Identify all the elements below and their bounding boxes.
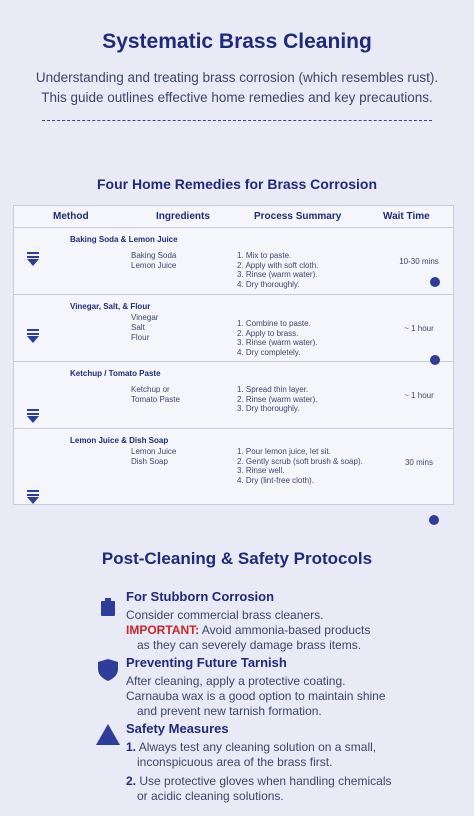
row-ingredients: [131, 251, 176, 271]
row-ingredients: [131, 447, 176, 467]
step: 3. Rinse well.: [237, 466, 285, 475]
step: 3. Rinse (warm water).: [237, 270, 318, 279]
stubborn-heading: For Stubborn Corrosion: [126, 589, 275, 604]
subtitle-line-1: Understanding and treating brass corrosion (which resembles rust).: [35, 70, 439, 85]
stubborn-text: [126, 608, 370, 653]
step: 3. Dry thoroughly.: [237, 404, 300, 413]
item-number: 1.: [126, 740, 137, 754]
row-ingredients: [131, 313, 158, 343]
warning-triangle-icon: [96, 724, 120, 745]
stubborn-line-3: as they can severely damage brass items.: [137, 638, 362, 652]
step: 2. Gently scrub (soft brush & soap).: [237, 456, 363, 466]
ingredient: Dish Soap: [131, 457, 168, 466]
remedies-table: [13, 205, 454, 505]
row-wait-time: ~ 1 hour: [404, 324, 434, 333]
step: 1. Combine to paste.: [237, 319, 311, 328]
tarnish-text: [126, 674, 386, 719]
item-text: Always test any cleaning solution on a small,: [136, 740, 377, 754]
table-row: [14, 429, 453, 506]
row-method-name: Baking Soda & Lemon Juice: [70, 235, 178, 244]
dashed-divider: [42, 120, 432, 121]
ingredient: Tomato Paste: [131, 395, 180, 404]
bottle-icon: [100, 598, 116, 616]
row-ingredients: [131, 385, 180, 405]
column-header-wait: Wait Time: [383, 211, 430, 222]
safety-heading: Safety Measures: [126, 721, 229, 736]
row-steps: [237, 447, 363, 485]
important-label: IMPORTANT:: [126, 623, 200, 637]
ingredient: Ketchup or: [131, 385, 170, 394]
step: 1. Mix to paste.: [237, 251, 292, 260]
safety-item-2: [126, 774, 391, 804]
stubborn-warning: Avoid ammonia-based products: [199, 623, 371, 637]
step: 4. Dry (lint-free cloth).: [237, 475, 314, 485]
stubborn-line-2: [126, 623, 370, 638]
row-method-name: Ketchup / Tomato Paste: [70, 369, 161, 378]
row-steps: [237, 319, 317, 357]
safety-list: [126, 740, 391, 804]
marker-dot: [430, 277, 440, 287]
row-steps: [237, 251, 318, 289]
row-wait-time: ~ 1 hour: [404, 391, 434, 400]
page-subtitle: [24, 68, 450, 108]
shield-icon: [96, 658, 120, 682]
row-method-name: Lemon Juice & Dish Soap: [70, 436, 169, 445]
step: 4. Dry thoroughly.: [237, 279, 300, 289]
ingredient: Flour: [131, 333, 150, 342]
step: 2. Rinse (warm water).: [237, 394, 318, 404]
step: 3. Rinse (warm water).: [237, 338, 318, 347]
funnel-icon: [26, 329, 40, 345]
item-text-continued: or acidic cleaning solutions.: [137, 789, 284, 803]
funnel-icon: [26, 490, 40, 506]
item-number: 2.: [126, 774, 137, 788]
table-row: [14, 362, 453, 429]
row-method-name: Vinegar, Salt, & Flour: [70, 302, 151, 311]
column-header-method: Method: [53, 211, 89, 222]
step: 4. Dry completely.: [237, 347, 301, 357]
row-wait-time: 30 mins: [404, 458, 433, 467]
table-row: [14, 295, 453, 362]
funnel-icon: [26, 252, 40, 268]
step: 1. Spread thin layer.: [237, 385, 309, 394]
step: 1. Pour lemon juice, let sit.: [237, 447, 331, 456]
step: 2. Apply with soft cloth.: [237, 260, 319, 270]
step: 2. Apply to brass.: [237, 328, 299, 338]
tarnish-line-1: After cleaning, apply a protective coating.: [126, 674, 346, 688]
column-header-ingredients: Ingredients: [156, 211, 210, 222]
tarnish-line-2: Carnauba wax is a good option to maintain shine: [126, 689, 386, 703]
marker-dot: [429, 515, 439, 525]
column-header-process: Process Summary: [254, 211, 342, 222]
row-steps: [237, 385, 317, 414]
tarnish-line-3: and prevent new tarnish formation.: [137, 704, 322, 718]
ingredient: Baking Soda: [131, 251, 177, 260]
page-title: Systematic Brass Cleaning: [102, 30, 372, 53]
ingredient: Lemon Juice: [131, 447, 177, 456]
ingredient: Lemon Juice: [131, 261, 177, 270]
funnel-icon: [26, 409, 40, 425]
tarnish-heading: Preventing Future Tarnish: [126, 655, 287, 670]
table-header: [14, 206, 453, 228]
row-wait-time: 10-30 mins: [399, 257, 439, 266]
ingredient: Salt: [131, 323, 145, 332]
remedies-title: Four Home Remedies for Brass Corrosion: [96, 176, 378, 192]
item-text-continued: inconspicuous area of the brass first.: [137, 755, 333, 769]
item-text: Use protective gloves when handling chemicals: [136, 774, 392, 788]
ingredient: Vinegar: [131, 313, 159, 322]
protocols-title: Post-Cleaning & Safety Protocols: [101, 549, 373, 568]
safety-item-1: [126, 740, 391, 770]
subtitle-line-2: This guide outlines effective home remedies and key precautions.: [41, 90, 433, 105]
stubborn-line-1: Consider commercial brass cleaners.: [126, 608, 324, 622]
table-row: [14, 228, 453, 295]
